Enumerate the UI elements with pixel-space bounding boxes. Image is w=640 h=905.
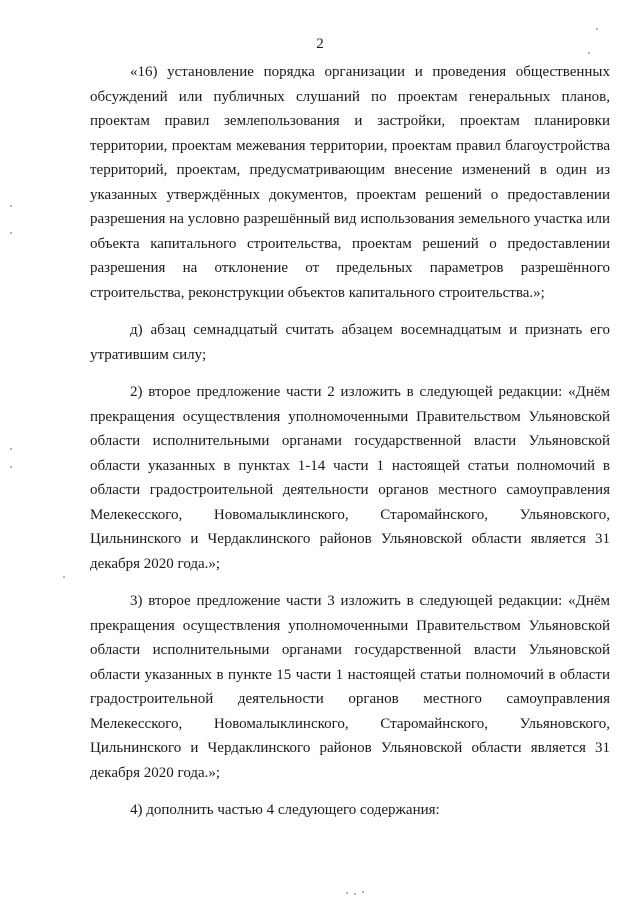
paragraph-subitem-d: д) абзац семнадцатый считать абзацем восемнадцатым и признать его утратившим силу; xyxy=(90,322,610,363)
scan-speck xyxy=(10,466,12,468)
paragraph-item-16: «16) установление порядка организации и проведения общественных обсуждений или публичных слушаний по проектам генеральных планов, проектам правил землепользования и застройки, проектам планировки территории, проектам межевания территории, проектам правил благоустройства территорий, проектам, предусматривающим внесение изменений в один из указанных утверждённых документов, проектам решений о предоставлении разрешения на условно разрешённый вид использования земельного участка или объекта капитального строительства, проектам решений о предоставлении разрешения на отклонение от предельных параметров разрешённого строительства, реконструкции объектов капитального строительства.»; xyxy=(90,64,610,301)
document-body xyxy=(90,60,610,823)
scan-speck xyxy=(346,892,348,894)
scan-speck xyxy=(354,893,356,895)
page-number: 2 xyxy=(316,36,324,52)
scan-speck xyxy=(10,232,12,234)
scan-speck xyxy=(588,52,590,54)
scan-speck xyxy=(362,891,364,893)
paragraph-item-2: 2) второе предложение части 2 изложить в следующей редакции: «Днём прекращения осуществления уполномоченными Правительством Ульяновской области исполнительными органами государственной власти Ульяновской области указанных в пунктах 1-14 части 1 настоящей статьи полномочий в области градостроительной деятельности органов местного самоуправления Мелекесского, Новомалыклинского, Старомайнского, Ульяновского, Цильнинского и Чердаклинского районов Ульяновской области является 31 декабря 2020 года.»; xyxy=(90,384,610,572)
scan-speck xyxy=(63,576,65,578)
paragraph-item-3: 3) второе предложение части 3 изложить в следующей редакции: «Днём прекращения осуществления уполномоченными Правительством Ульяновской области исполнительными органами государственной власти Ульяновской области указанных в пункте 15 части 1 настоящей статьи полномочий в области градостроительной деятельности органов местного самоуправления Мелекесского, Новомалыклинского, Старомайнского, Ульяновского, Цильнинского и Чердаклинского районов Ульяновской области является 31 декабря 2020 года.»; xyxy=(90,593,610,781)
paragraph-item-4: 4) дополнить частью 4 следующего содержания: xyxy=(130,802,440,818)
scan-speck xyxy=(596,28,598,30)
scan-speck xyxy=(10,205,12,207)
scan-speck xyxy=(10,448,12,450)
